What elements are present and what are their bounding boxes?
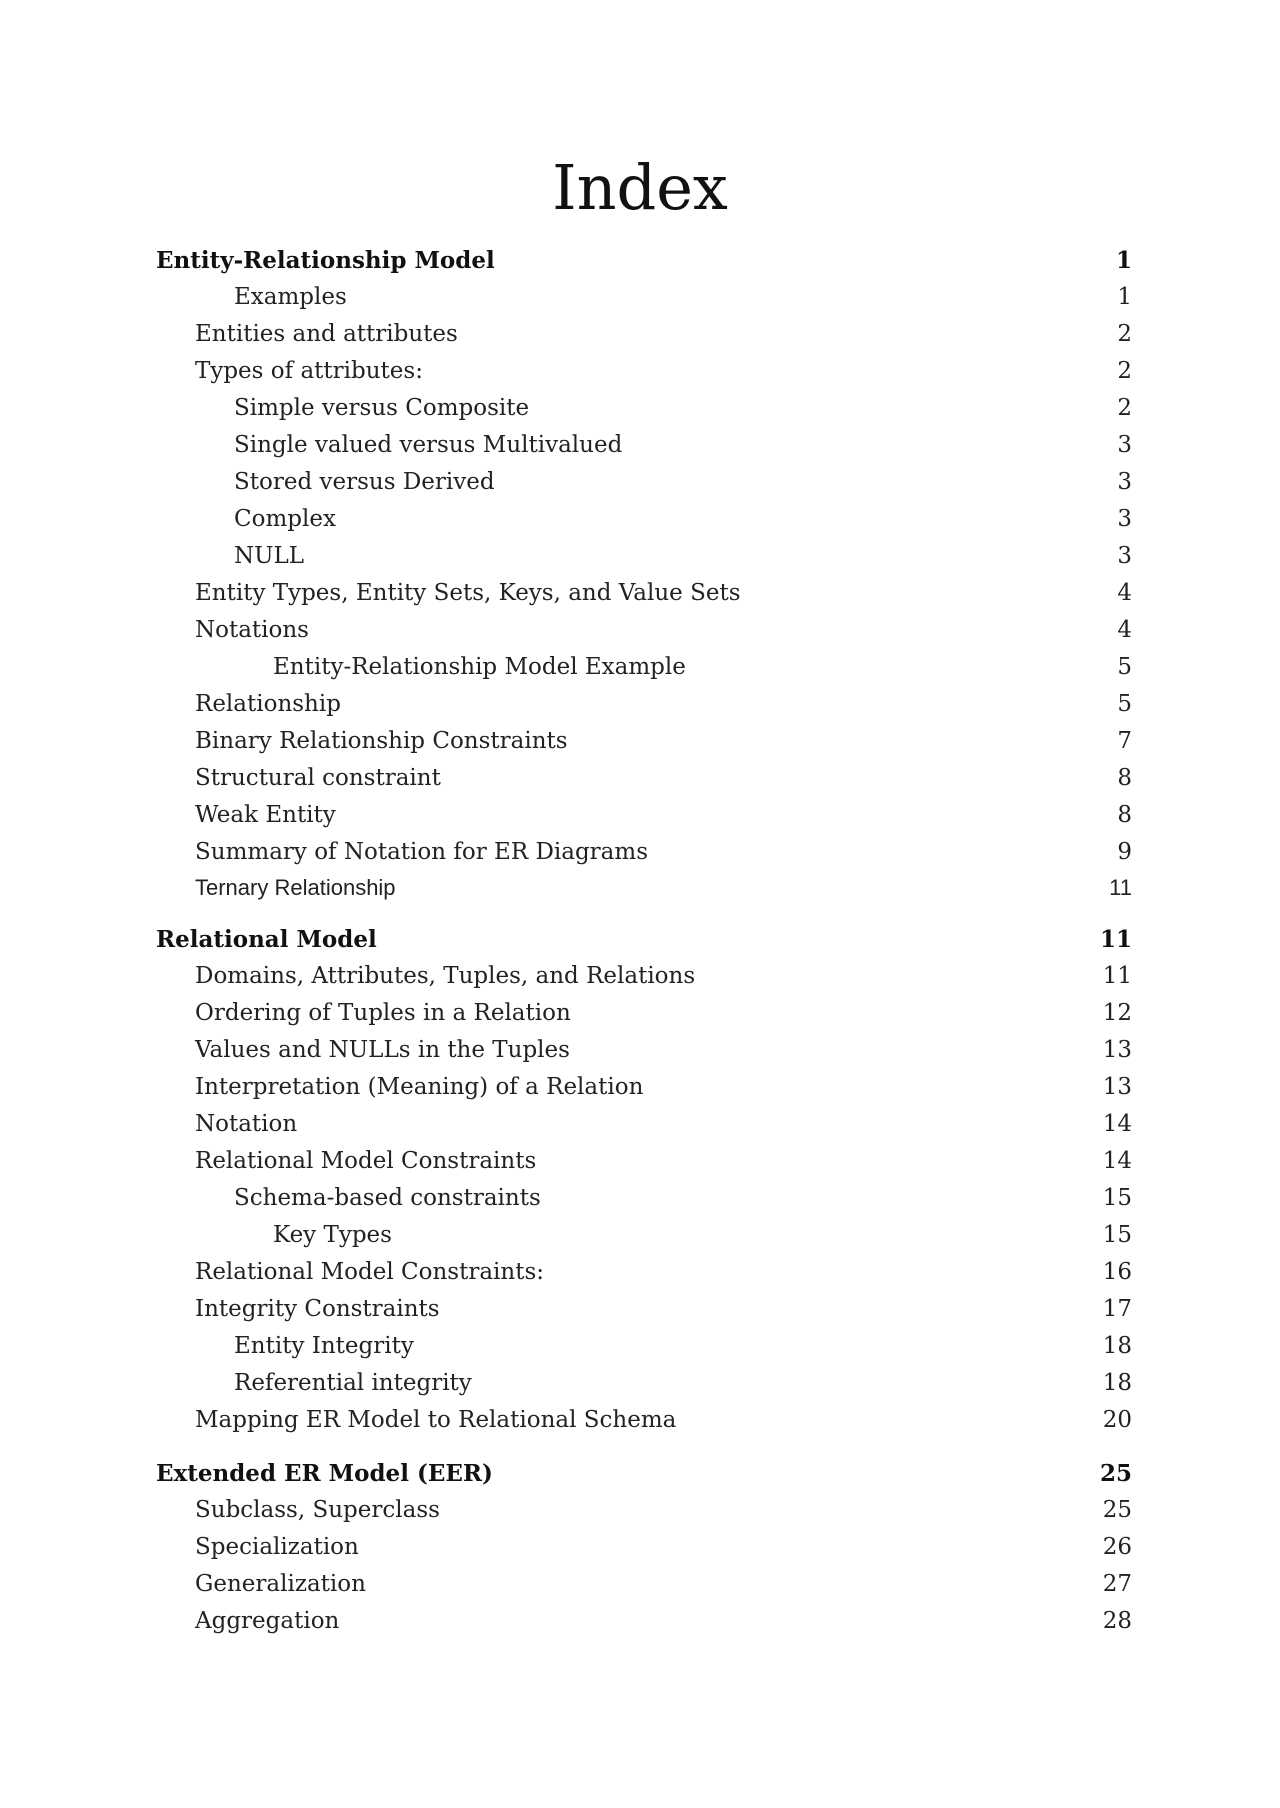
index-entry[interactable] xyxy=(156,612,1132,649)
index-entry[interactable] xyxy=(156,1603,1132,1640)
index-entry-page-number: 18 xyxy=(1102,1370,1132,1396)
index-entry[interactable] xyxy=(156,1365,1132,1402)
index-section xyxy=(156,921,1132,1439)
index-entry-label: Entities and attributes xyxy=(195,321,458,347)
index-entry[interactable] xyxy=(156,834,1132,871)
index-entry-label: Ternary Relationship xyxy=(195,875,396,900)
index-entry-label: Notations xyxy=(195,617,309,643)
index-entry-label: Types of attributes: xyxy=(195,358,423,384)
index-entry[interactable] xyxy=(156,1492,1132,1529)
index-entry-label: Aggregation xyxy=(195,1608,340,1634)
index-entry[interactable] xyxy=(156,871,1132,905)
index-entry-label: Single valued versus Multivalued xyxy=(234,432,623,458)
page-title: Index xyxy=(552,151,728,224)
index-entry[interactable] xyxy=(156,1032,1132,1069)
index-entry[interactable] xyxy=(156,279,1132,316)
index-entry[interactable] xyxy=(156,1566,1132,1603)
index-entry-label: Values and NULLs in the Tuples xyxy=(195,1037,570,1063)
index-entry-page-number: 20 xyxy=(1102,1407,1132,1433)
index-entry-page-number: 9 xyxy=(1117,839,1132,865)
index-entry-page-number: 4 xyxy=(1117,580,1132,606)
index-entry[interactable] xyxy=(156,427,1132,464)
index-entry-label: Relational Model xyxy=(156,926,377,953)
index-entry-page-number: 1 xyxy=(1115,247,1132,274)
section-spacer xyxy=(156,1439,1132,1455)
index-entry-label: Complex xyxy=(234,506,336,532)
index-entry[interactable] xyxy=(156,501,1132,538)
index-entry-page-number: 17 xyxy=(1102,1296,1132,1322)
index-entry-page-number: 3 xyxy=(1117,432,1132,458)
index-entry-label: Ordering of Tuples in a Relation xyxy=(195,1000,571,1026)
index-entry-label: Relationship xyxy=(195,691,341,717)
index-entry-page-number: 27 xyxy=(1102,1571,1132,1597)
index-entry[interactable] xyxy=(156,1529,1132,1566)
index-entry-page-number: 25 xyxy=(1099,1460,1132,1487)
index-entry-label: Relational Model Constraints: xyxy=(195,1259,545,1285)
index-entry-label: Integrity Constraints xyxy=(195,1296,440,1322)
index-entry[interactable] xyxy=(156,958,1132,995)
index-entry-page-number: 5 xyxy=(1117,691,1132,717)
index-entry-page-number: 18 xyxy=(1102,1333,1132,1359)
index-entry[interactable] xyxy=(156,575,1132,612)
index-entry-page-number: 2 xyxy=(1117,358,1132,384)
index-entry-label: Entity-Relationship Model xyxy=(156,247,495,274)
index-entry[interactable] xyxy=(156,797,1132,834)
index-entry-label: Entity-Relationship Model Example xyxy=(273,654,686,680)
index-entry-label: Mapping ER Model to Relational Schema xyxy=(195,1407,677,1433)
index-entry-label: Stored versus Derived xyxy=(234,469,495,495)
index-entry-page-number: 8 xyxy=(1117,802,1132,828)
index-entry-page-number: 26 xyxy=(1102,1534,1132,1560)
index-entry[interactable] xyxy=(156,390,1132,427)
index-entry[interactable] xyxy=(156,1291,1132,1328)
index-entry-page-number: 3 xyxy=(1117,469,1132,495)
index-entry[interactable] xyxy=(156,1217,1132,1254)
index-entry-page-number: 14 xyxy=(1102,1111,1132,1137)
index-entry-label: Key Types xyxy=(273,1222,392,1248)
index-entry-page-number: 16 xyxy=(1102,1259,1132,1285)
index-entry-label: Interpretation (Meaning) of a Relation xyxy=(195,1074,644,1100)
index-entry-label: Schema-based constraints xyxy=(234,1185,541,1211)
index-entry-page-number: 14 xyxy=(1102,1148,1132,1174)
index-entry-label: NULL xyxy=(234,543,305,569)
index-section xyxy=(156,242,1132,905)
index-entry-label: Weak Entity xyxy=(195,802,336,828)
index-entry-label: Entity Integrity xyxy=(234,1333,414,1359)
index-entry-page-number: 7 xyxy=(1117,728,1132,754)
index-entry-page-number: 11 xyxy=(1102,963,1132,989)
index-entry[interactable] xyxy=(156,1106,1132,1143)
section-heading[interactable] xyxy=(156,1455,1132,1492)
index-entry[interactable] xyxy=(156,760,1132,797)
index-entry-page-number: 15 xyxy=(1102,1185,1132,1211)
index-entry-label: Binary Relationship Constraints xyxy=(195,728,568,754)
index-entry-label: Referential integrity xyxy=(234,1370,472,1396)
index-entry[interactable] xyxy=(156,538,1132,575)
index-entry-label: Relational Model Constraints xyxy=(195,1148,537,1174)
index-entry[interactable] xyxy=(156,464,1132,501)
index-entry-page-number: 2 xyxy=(1117,321,1132,347)
index-entry-page-number: 28 xyxy=(1102,1608,1132,1634)
index-entry[interactable] xyxy=(156,1254,1132,1291)
section-spacer xyxy=(156,905,1132,921)
index-entry[interactable] xyxy=(156,353,1132,390)
index-entry[interactable] xyxy=(156,723,1132,760)
index-entry-label: Specialization xyxy=(195,1534,359,1560)
index-entry-label: Summary of Notation for ER Diagrams xyxy=(195,839,649,865)
index-entry[interactable] xyxy=(156,649,1132,686)
index-entry-page-number: 25 xyxy=(1102,1497,1132,1523)
index-entry[interactable] xyxy=(156,1402,1132,1439)
index-list xyxy=(156,242,1132,1640)
index-entry-page-number: 3 xyxy=(1117,543,1132,569)
section-heading[interactable] xyxy=(156,921,1132,958)
index-entry-label: Structural constraint xyxy=(195,765,441,791)
index-entry-page-number: 13 xyxy=(1102,1074,1132,1100)
index-entry-page-number: 12 xyxy=(1102,1000,1132,1026)
index-entry[interactable] xyxy=(156,1180,1132,1217)
index-entry-page-number: 5 xyxy=(1117,654,1132,680)
index-entry-label: Entity Types, Entity Sets, Keys, and Value Sets xyxy=(195,580,741,606)
index-entry[interactable] xyxy=(156,995,1132,1032)
index-entry-page-number: 11 xyxy=(1109,875,1132,900)
section-heading[interactable] xyxy=(156,242,1132,279)
index-entry[interactable] xyxy=(156,1069,1132,1106)
index-entry-label: Extended ER Model (EER) xyxy=(156,1460,493,1487)
index-entry-page-number: 8 xyxy=(1117,765,1132,791)
index-entry-page-number: 2 xyxy=(1117,395,1132,421)
index-entry[interactable] xyxy=(156,316,1132,353)
index-entry-page-number: 3 xyxy=(1117,506,1132,532)
index-entry-label: Notation xyxy=(195,1111,298,1137)
index-entry-page-number: 13 xyxy=(1102,1037,1132,1063)
index-entry[interactable] xyxy=(156,686,1132,723)
index-entry-page-number: 4 xyxy=(1117,617,1132,643)
index-entry-label: Examples xyxy=(234,284,347,310)
index-entry-label: Domains, Attributes, Tuples, and Relations xyxy=(195,963,696,989)
index-entry-page-number: 1 xyxy=(1117,284,1132,310)
index-entry-label: Subclass, Superclass xyxy=(195,1497,440,1523)
index-entry-page-number: 15 xyxy=(1102,1222,1132,1248)
index-entry-label: Simple versus Composite xyxy=(234,395,530,421)
index-entry-page-number: 11 xyxy=(1099,926,1132,953)
index-entry-label: Generalization xyxy=(195,1571,366,1597)
index-section xyxy=(156,1455,1132,1640)
index-entry[interactable] xyxy=(156,1328,1132,1365)
index-entry[interactable] xyxy=(156,1143,1132,1180)
